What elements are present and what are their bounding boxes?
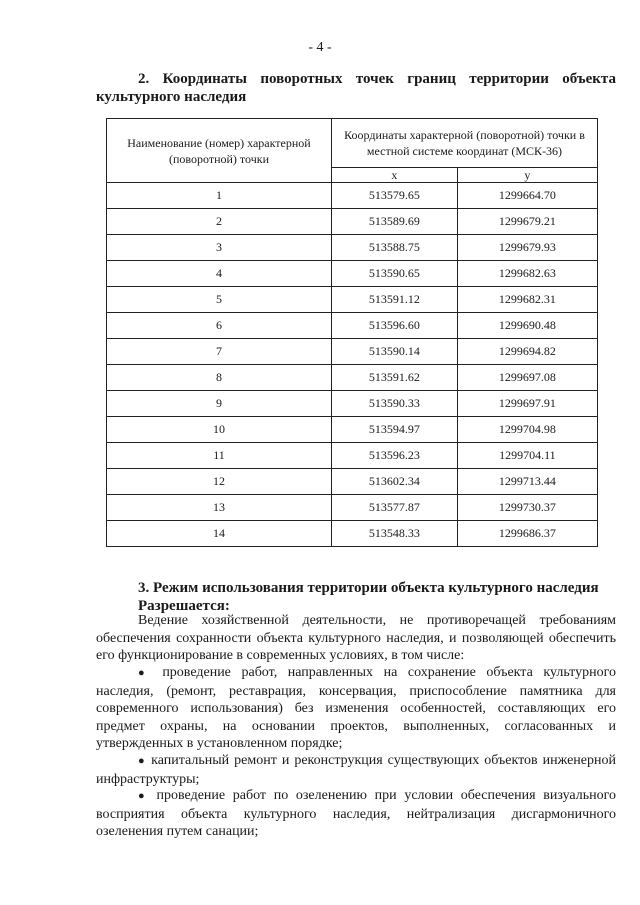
coord-x: 513590.65 [332, 261, 458, 287]
table-row [107, 209, 598, 235]
point-number: 8 [107, 365, 332, 391]
coord-x: 513591.62 [332, 365, 458, 391]
table-row [107, 443, 598, 469]
point-number: 2 [107, 209, 332, 235]
coord-x: 513590.33 [332, 391, 458, 417]
point-number: 6 [107, 313, 332, 339]
point-number: 11 [107, 443, 332, 469]
point-number: 1 [107, 183, 332, 209]
table-row [107, 261, 598, 287]
coord-y: 1299704.98 [457, 417, 597, 443]
header-y: y [457, 168, 597, 183]
table-row [107, 313, 598, 339]
table-row [107, 287, 598, 313]
table-row [107, 495, 598, 521]
point-number: 13 [107, 495, 332, 521]
table-row [107, 235, 598, 261]
page-number: - 4 - [308, 40, 332, 55]
header-coordinates: Координаты характерной (поворотной) точки в местной системе координат (МСК-36) [332, 119, 598, 168]
point-number: 10 [107, 417, 332, 443]
coord-x: 513577.87 [332, 495, 458, 521]
allowed-label: Разрешается: [138, 598, 230, 614]
coord-y: 1299686.37 [457, 521, 597, 547]
point-number: 9 [107, 391, 332, 417]
coord-y: 1299730.37 [457, 495, 597, 521]
bullet-text: проведение работ по озеленению при условии обеспечения визуального восприятия объекта культурного наследия, нейтрализация дисгармоничного озеленения путем санации; [96, 788, 616, 839]
point-number: 12 [107, 469, 332, 495]
section-2-heading-line1: 2. Координаты поворотных точек границ территории объекта [138, 71, 616, 87]
point-number: 3 [107, 235, 332, 261]
point-number: 7 [107, 339, 332, 365]
coord-y: 1299682.63 [457, 261, 597, 287]
coord-y: 1299679.93 [457, 235, 597, 261]
coord-x: 513548.33 [332, 521, 458, 547]
coord-x: 513596.23 [332, 443, 458, 469]
coord-x: 513579.65 [332, 183, 458, 209]
coord-y: 1299713.44 [457, 469, 597, 495]
table-row [107, 417, 598, 443]
coord-y: 1299697.08 [457, 365, 597, 391]
table-row [107, 469, 598, 495]
coord-x: 513602.34 [332, 469, 458, 495]
header-point-name: Наименование (номер) характерной (поворотной) точки [107, 119, 332, 183]
bullet-icon: ● [138, 790, 149, 802]
coord-x: 513596.60 [332, 313, 458, 339]
point-number: 14 [107, 521, 332, 547]
coord-y: 1299704.11 [457, 443, 597, 469]
coord-x: 513591.12 [332, 287, 458, 313]
coord-y: 1299664.70 [457, 183, 597, 209]
coord-x: 513590.14 [332, 339, 458, 365]
point-number: 4 [107, 261, 332, 287]
table-row [107, 365, 598, 391]
section-2-heading-line2: культурного наследия [96, 89, 247, 105]
coord-x: 513588.75 [332, 235, 458, 261]
coord-y: 1299682.31 [457, 287, 597, 313]
bullet-text: проведение работ, направленных на сохранение объекта культурного наследия, (ремонт, реставрация, консервация, приспособление памятника для современного использования) без изменения особенностей, составляющих его предмет охраны, на основании проектов, выполненных, согласованных и утвержденных в установленном порядке; [96, 665, 616, 751]
section-2-heading [96, 70, 616, 106]
coord-y: 1299690.48 [457, 313, 597, 339]
section-3-title: 3. Режим использования территории объекта культурного наследия [138, 580, 599, 596]
point-number: 5 [107, 287, 332, 313]
coord-x: 513594.97 [332, 417, 458, 443]
table-row [107, 339, 598, 365]
bullet-icon: ● [138, 667, 152, 679]
table-row [107, 183, 598, 209]
header-x: x [332, 168, 458, 183]
coordinates-table [106, 118, 598, 547]
bullet-icon: ● [138, 755, 147, 767]
bullet-item [96, 664, 616, 753]
coord-y: 1299694.82 [457, 339, 597, 365]
coord-y: 1299697.91 [457, 391, 597, 417]
table-row [107, 521, 598, 547]
coord-y: 1299679.21 [457, 209, 597, 235]
section-3-heading [138, 579, 599, 615]
paragraph-intro: Ведение хозяйственной деятельности, не противоречащей требованиям обеспечения сохранности объекта культурного наследия, и позволяющей обеспечить его функционирование в современных условиях, в том числе: [96, 613, 616, 663]
bullet-item [96, 752, 616, 788]
coord-x: 513589.69 [332, 209, 458, 235]
table-row [107, 391, 598, 417]
bullet-text: капитальный ремонт и реконструкция существующих объектов инженерной инфраструктуры; [96, 753, 616, 787]
bullet-item [96, 787, 616, 841]
